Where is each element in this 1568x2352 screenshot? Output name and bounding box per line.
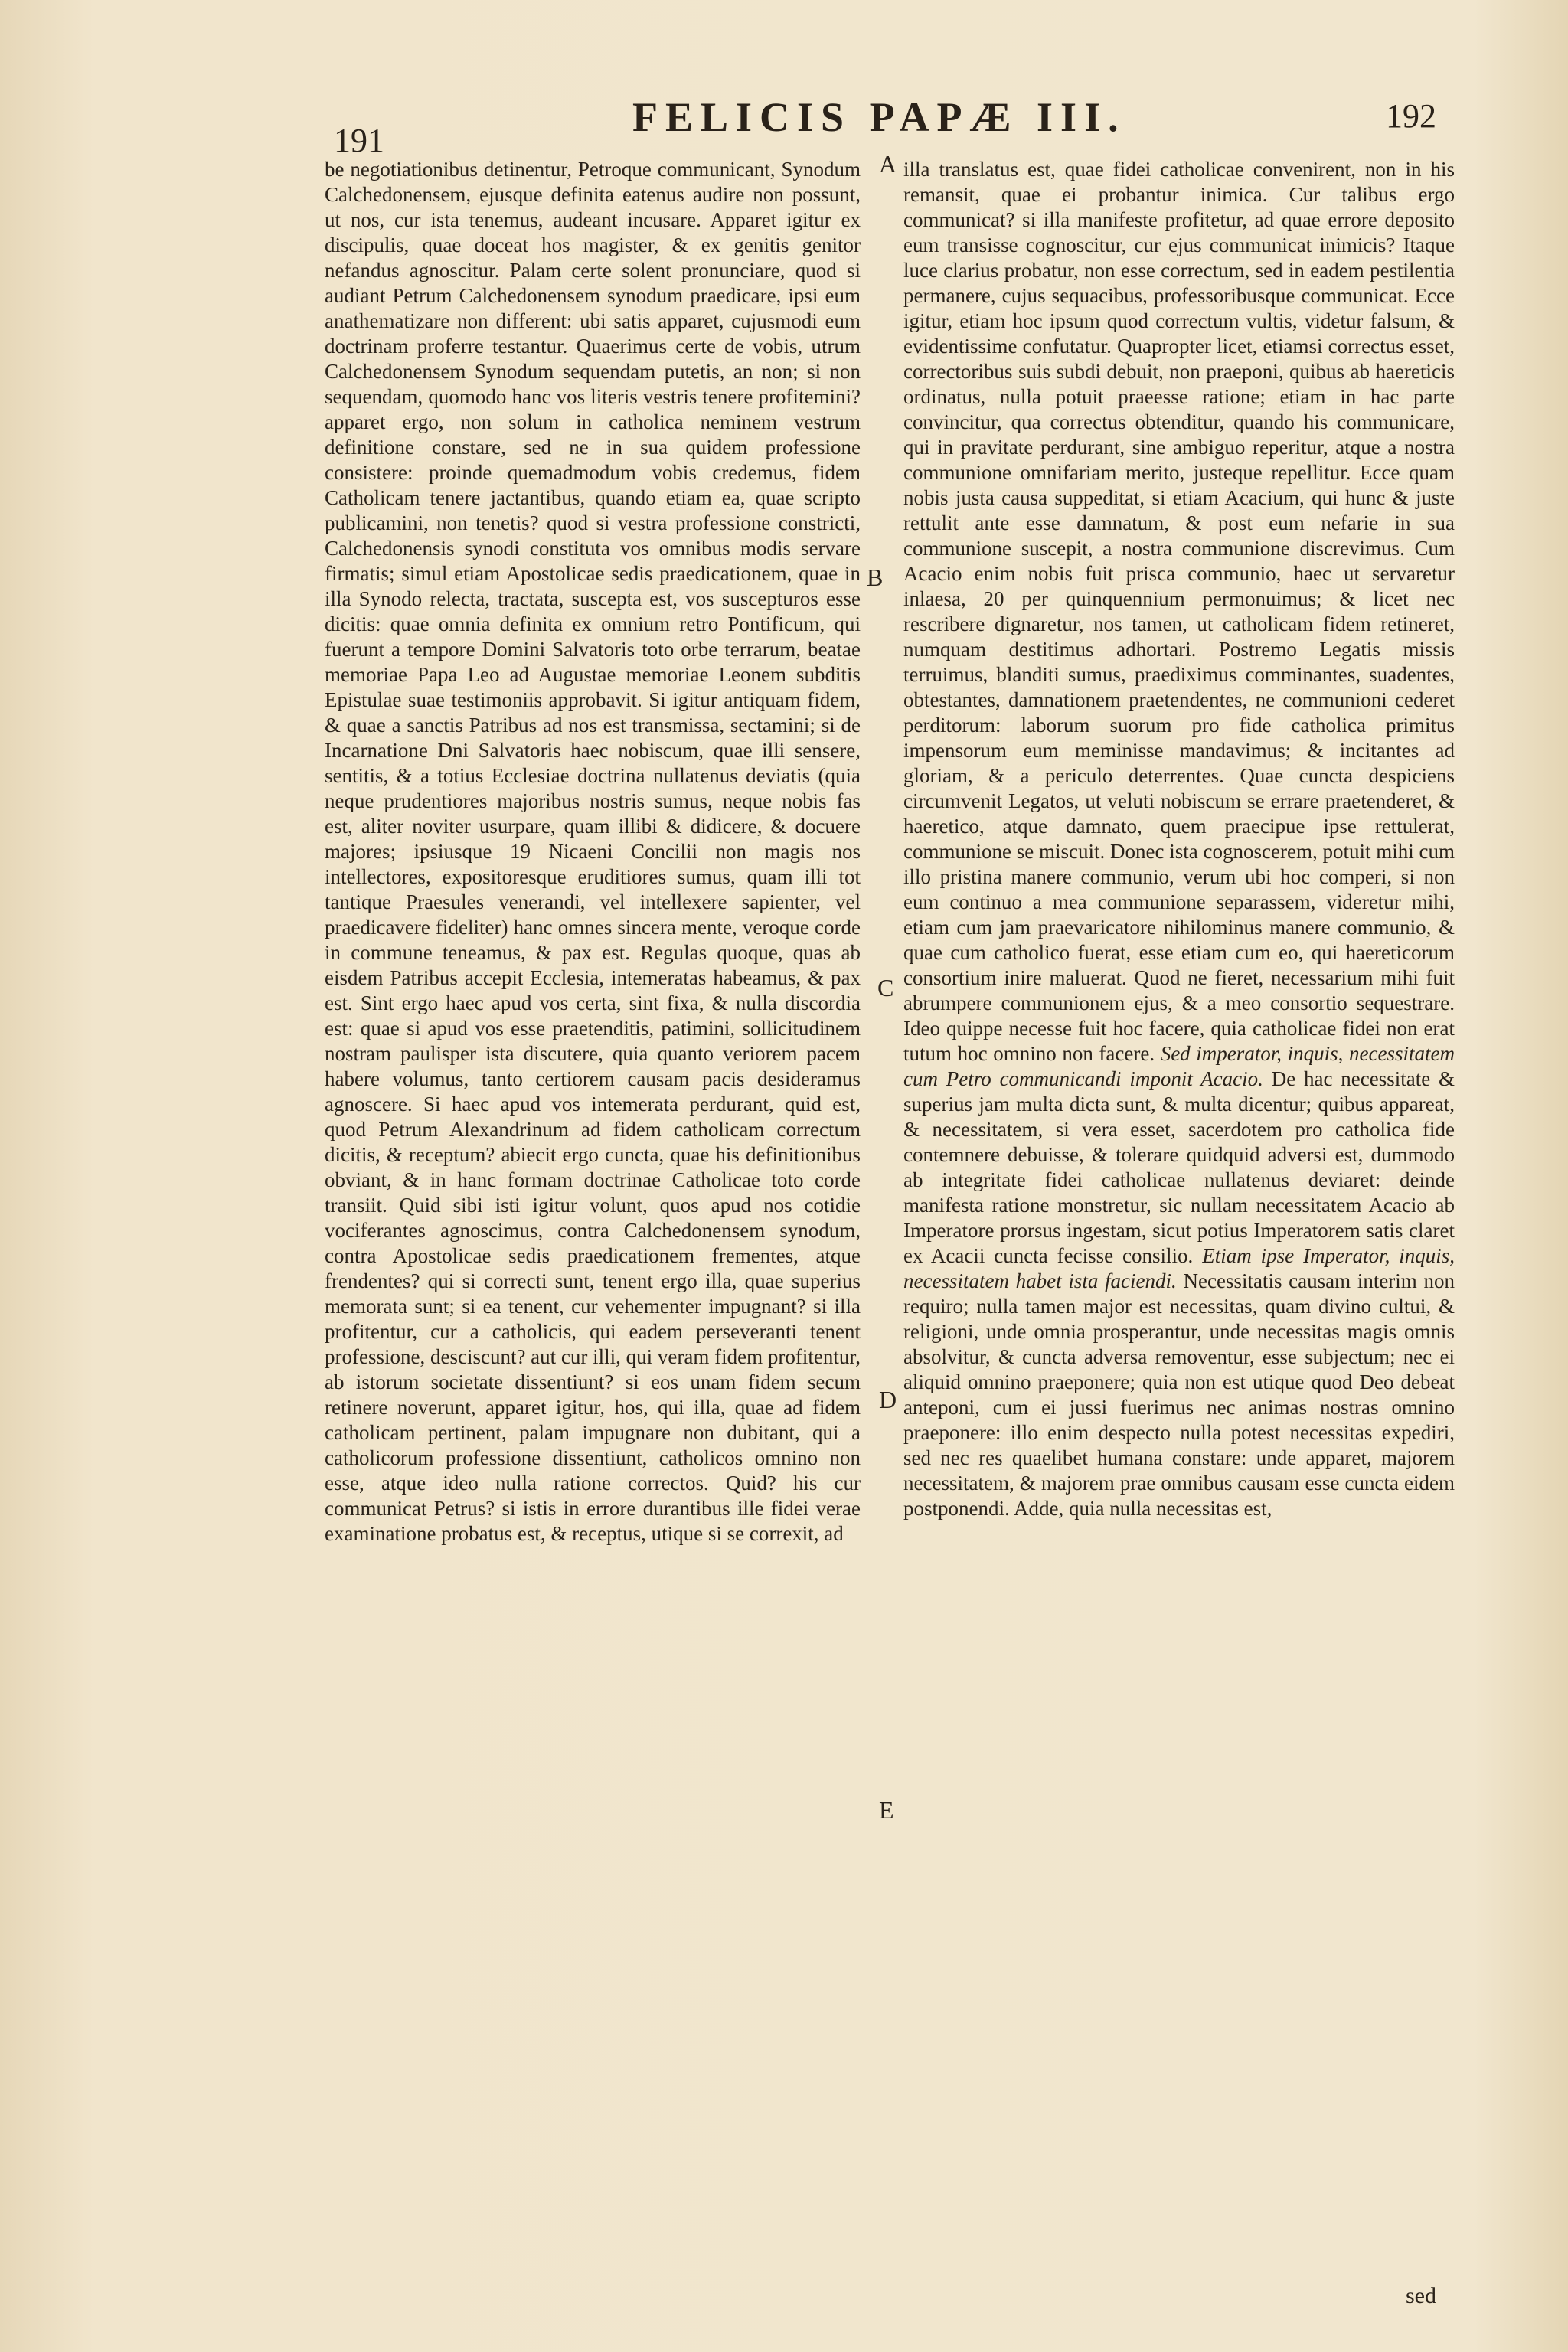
section-marker-e: E <box>879 1796 894 1824</box>
section-marker-a: A <box>879 150 897 178</box>
page-header <box>0 90 1568 159</box>
page-number-left: 191 <box>334 122 384 159</box>
right-column <box>903 157 1455 1521</box>
quote-objection-2: Etiam ipse Imperator, inquis, necessitatem habet ista faciendi. <box>903 1244 1455 1292</box>
section-marker-c: C <box>877 974 894 1001</box>
quote-objection-1: Sed imperator, inquis, necessitatem cum Petro communicandi imponit Acacio. <box>903 1042 1455 1090</box>
running-title: FELICIS PAPÆ III. <box>632 94 1126 140</box>
right-text-part-2: De hac necessitate & superius jam multa dicta sunt, & multa dicentur; quibus appareat, & necessitatem, si vera esset, sacerdotem pro catholica fide contemnere debuisse, & tolerare quidquid adversi est, dummodo ab integritate fidei catholicae nullatenus deviaret: deinde manifesta ratione monstretur, sic nullam necessitatem Acacio ab Imperatore prorsus ingestam, sicut potius Imperatorem satis claret ex Acacii cuncta fecisse consilio. <box>903 1067 1455 1267</box>
right-column-text <box>903 157 1455 1521</box>
section-marker-d: D <box>879 1386 897 1413</box>
section-marker-b: B <box>867 564 884 591</box>
right-text-part-3: Necessitatis causam interim non requiro; nulla tamen major est necessitas, quam divino cultui, & religioni, unde omnia prosperantur, unde necessitas magis omnis absolvitur, & cuncta adversa removentur, esse subjectum; nec ei aliquid omnino praeponere; quia non est utique quod Deo debeat anteponi, cum ei jussi fuerimus nec animas nostras omnino praeponere: illo enim despecto nulla potest necessitas expediri, sed nec res quaelibet humana constare: unde apparet, majorem necessitatem, & majorem prae omnibus causam esse cuncta eidem postponendi. Adde, quia nulla necessitas est, <box>903 1269 1455 1520</box>
page-number-right: 192 <box>1386 97 1436 135</box>
right-text-part-1: illa translatus est, quae fidei catholicae convenirent, non in his remansit, quae ei probantur inimica. Cur talibus ergo communicat? si illa manifeste profitetur, ad quae errore deposito eum transisse cognoscitur, cur ejus communicat inimicis? Itaque luce clarius probatur, non esse correctum, sed in eadem pestilentia permanere, cujus sequacibus, professoribusque communicat. Ecce igitur, etiam hoc ipsum quod correctum vultis, videtur falsum, & evidentissime confutatur. Quapropter licet, etiamsi correctus esset, correctoribus suis subdi debuit, non praeponi, quibus ab haereticis ordinatus, nulla potuit praeesse ratione; etiam in hac parte convincitur, qua correctus obtenditur, quando his communicare, qui in pravitate perdurant, sine ambiguo reperitur, atque a nostra communione omnifariam merito, justeque repellitur. Ecce quam nobis justa causa suppeditat, si etiam Acacium, qui hunc & juste rettulit ante esse damnatum, & post eum nefarie in sua communione suscepit, a nostra communione discrevimus. Cum Acacio enim nobis fuit prisca communio, haec ut servaretur inlaesa, 20 per quinquennium permonuimus; & licet nec rescribere dignaretur, nos tamen, ut catholicam fidem retineret, numquam destitimus adhortari. Postremo Legatis missis terruimus, blanditi sumus, praediximus comminantes, suadentes, obtestantes, damnationem praetendentes, ne communioni cederet perditorum: laborum suorum pro fide catholica primitus impensorum eum meminisse mandavimus; & incitantes ad gloriam, & a periculo deterrentes. Quae cuncta despiciens circumvenit Legatos, ut veluti nobiscum se errare praetenderet, & haeretico, atque damnato, quem praecipue ipse rettulerat, communione se miscuit. Donec ista cognoscerem, potuit mihi cum illo pristina manere communio, verum ubi hoc comperi, si non eum continuo a mea communione separassem, videretur mihi, etiam cum jam praevaricatore nihilominus manere communio, & quae cum catholico fuerat, esse etiam cum eo, qui haereticorum consortium inire maluerat. Quod ne fieret, necessarium mihi fuit abrumpere communionem ejus, & a meo consortio sequestrare. Ideo quippe necesse fuit hoc facere, quia catholicae fidei non erat tutum hoc omnino non facere. <box>903 158 1455 1065</box>
catchword: sed <box>1406 2283 1436 2308</box>
left-column <box>325 157 861 1547</box>
left-column-text: be negotiationibus detinentur, Petroque communicant, Synodum Calchedonensem, ejusque definita eatenus audire non possunt, ut nos, cur ista tenemus, audeant incusare. Apparet igitur ex discipulis, quae doceat hos magister, & ex genitis genitor nefandus agnoscitur. Palam certe solent pronunciare, quod si audiant Petrum Calchedonensem synodum praedicare, ipsi eum anathematizare non different: ubi satis apparet, cujusmodi eum doctrinam proferre testantur. Quaerimus certe de vobis, utrum Calchedonensem Synodum sequendam putetis, an non; si non sequendam, quomodo hanc vos literis vestris tenere profitemini? apparet ergo, non solum in catholica neminem vestrum definitione constare, sed ne in sua quidem professione consistere: proinde quemadmodum vobis credemus, fidem Catholicam tenere jactantibus, quando etiam ea, quae scripto publicamini, non tenetis? quod si vestra professione constricti, Calchedonensis synodi constituta vos omnibus modis servare firmatis; simul etiam Apostolicae sedis praedicationem, quae in illa Synodo relecta, tractata, suscepta est, vos suscepturos esse dicitis: quae omnia definita ex omnium retro Pontificum, qui fuerunt a tempore Domini Salvatoris toto orbe terrarum, beatae memoriae Papa Leo ad Augustae memoriae Leonem subditis Epistulae suae testimoniis approbavit. Si igitur antiquam fidem, & quae a sanctis Patribus ad nos est transmissa, sectamini; si de Incarnatione Dni Salvatoris haec nobiscum, quae illi sensere, sentitis, & a totius Ecclesiae doctrina nullatenus deviatis (quia neque prudentiores majoribus nostris sumus, neque nobis fas est, aliter noviter usurpare, quam illibi & didicere, & docuere majores; ipsiusque 19 Nicaeni Concilii non magis nos intellectores, expositoresque eruditiores sumus, quam illi tot tantique Praesules venerandi, vel intellexere sapienter, vel praedicavere fideliter) hanc omnes sincera mente, veroque corde in commune teneamus, & pax est. Regulas quoque, quas ab eisdem Patribus accepit Ecclesia, intemeratas habeamus, & pax est. Sint ergo haec apud vos certa, sint fixa, & nulla discordia est: quae si apud vos esse praetenditis, patimini, sollicitudinem nostram paulisper ista discutere, quia quanto veriorem pacem habere volumus, tanto certiorem causam pacis desideramus agnoscere. Si haec apud vos intemerata perdurant, quid est, quod Petrum Alexandrinum ad fidem catholicam correctum dicitis, & receptum? abiecit ergo cuncta, quae his definitionibus obviant, & in hanc formam doctrinae Catholicae toto corde transiit. Quid sibi isti igitur volunt, quos apud nos cotidie vociferantes agnoscimus, contra Calchedonensem synodum, contra Apostolicae sedis praedicationem frementes, atque frendentes? qui si correcti sunt, tenent ergo illa, quae superius memorata sunt; si ea tenent, cur vehementer impugnant? si illa profitentur, cur a catholicis, qui eadem perseveranti tenent professione, desciscunt? aut cur illi, qui veram fidem profitentur, ab istorum societate dissentiunt? si eos unam fidem secum retinere noverunt, apparet igitur, hos, qui illa, quae ad fidem catholicam pertinent, palam impugnare non dubitant, qui a catholicorum professione dissentiunt, catholicos omnino non esse, atque ideo nulla ratione correctos. Quid? his cur communicat Petrus? si istis in errore durantibus ille fidei verae examinatione probatus est, & receptus, utique si se correxit, ad <box>325 158 861 1545</box>
